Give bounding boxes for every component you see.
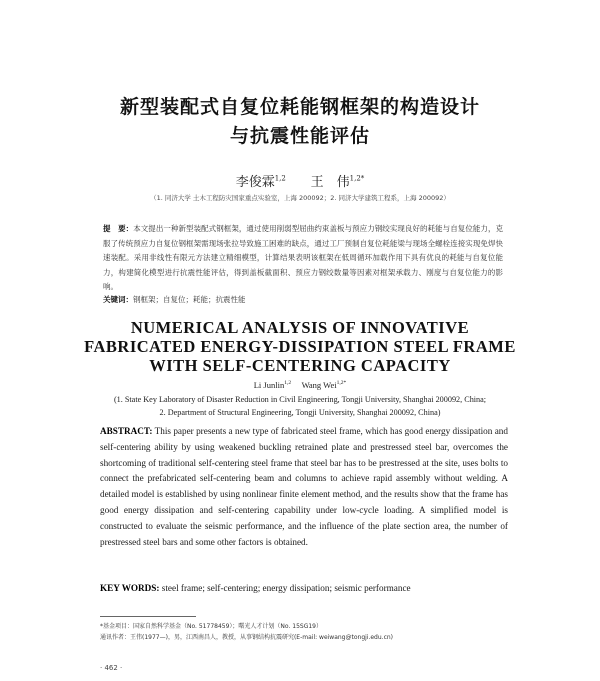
cn-affiliation: （1. 同济大学 土木工程防灾国家重点实验室，上海 200092；2. 同济大学建筑工程系，上海 200092）	[150, 194, 450, 202]
cn-author-2-sup: 1,2*	[349, 174, 365, 183]
en-abstract-text: This paper presents a new type of fabricated steel frame, which has good energy dissipation and self-centering ability by using weakened buckling retrained plate and prestressed steel bar, overcomes the shortcoming of traditional self-centering steel frame that steel bar has to be prestressed at the site, uses bolts to connect the prefabricated self-centering beam and columns to achieve rapid assembly without welding. A detailed model is established by using nonlinear finite element method, and the results show that the frame has good energy dissipation and self-centering capability under low-cycle loading. A simplified model is constructed to evaluate the seismic performance, and the influence of the plate section area, the number of prestressed steel bars and some other factors is obtained.	[100, 426, 508, 547]
en-abstract	[100, 424, 508, 550]
cn-title-line-2: 与抗震性能评估	[229, 125, 370, 147]
footnote-author: 通讯作者：王伟(1977—)，男，江西南昌人，教授，从事钢结构抗震研究(E-mail: weiwang@tongji.edu.cn)	[100, 634, 394, 641]
cn-keywords-text: 钢框架；自复位；耗能；抗震性能	[133, 295, 246, 304]
cn-author-2: 王 伟	[310, 175, 350, 190]
en-authors	[0, 380, 600, 390]
en-author-1-sup: 1,2	[284, 380, 292, 387]
en-keywords	[100, 583, 411, 593]
en-author-2-sup: 1,2*	[336, 380, 347, 387]
en-keywords-label: KEY WORDS:	[100, 583, 160, 593]
en-title-line-1: NUMERICAL ANALYSIS OF INNOVATIVE	[130, 318, 470, 337]
en-title-line-3: WITH SELF-CENTERING CAPACITY	[149, 356, 451, 375]
page-number: · 462 ·	[100, 664, 123, 672]
cn-abstract	[103, 222, 503, 295]
footnote-fund: *基金项目：国家自然科学基金（No. 51778459）；曙光人才计划（No. 15SG19）	[100, 623, 323, 630]
cn-author-1-sup: 1,2	[274, 174, 286, 183]
en-keywords-text: steel frame; self-centering; energy dissipation; seismic performance	[161, 583, 411, 593]
cn-authors	[0, 171, 600, 190]
en-title-line-2: FABRICATED ENERGY-DISSIPATION STEEL FRAME	[84, 337, 516, 356]
cn-title-line-1: 新型装配式自复位耗能钢框架的构造设计	[119, 96, 480, 118]
en-affiliation-1: (1. State Key Laboratory of Disaster Reduction in Civil Engineering, Tongji University, Shanghai 200092, China;	[113, 395, 487, 404]
footnote-divider	[100, 616, 196, 617]
en-affiliation-2: 2. Department of Structural Engineering, Tongji University, Shanghai 200092, China)	[159, 408, 441, 417]
en-author-1: Li Junlin	[253, 380, 285, 390]
en-abstract-label: ABSTRACT:	[100, 426, 153, 436]
cn-abstract-label: 提 要：	[103, 224, 134, 233]
cn-author-1: 李俊霖	[235, 175, 275, 190]
cn-keywords	[103, 294, 246, 305]
cn-abstract-text: 本文提出一种新型装配式钢框架，通过使用削弱型屈曲约束盖板与预应力钢绞实现良好的耗能与自复位能力，克服了传统预应力自复位钢框架需现场张拉导致施工困难的缺点，通过工厂预制自复位耗能梁与现场全螺栓连接实现免焊快速装配。采用非线性有限元方法建立精细模型，计算结果表明该框架在低周循环加载作用下具有优良的耗能与自复位能力，构建简化模型进行抗震性能评估，得到盖板截面积、预应力钢绞数量等因素对框架承载力、刚度与自复位能力的影响。	[103, 224, 504, 292]
cn-keywords-label: 关键词：	[103, 295, 133, 304]
en-author-2: Wang Wei	[301, 380, 337, 390]
